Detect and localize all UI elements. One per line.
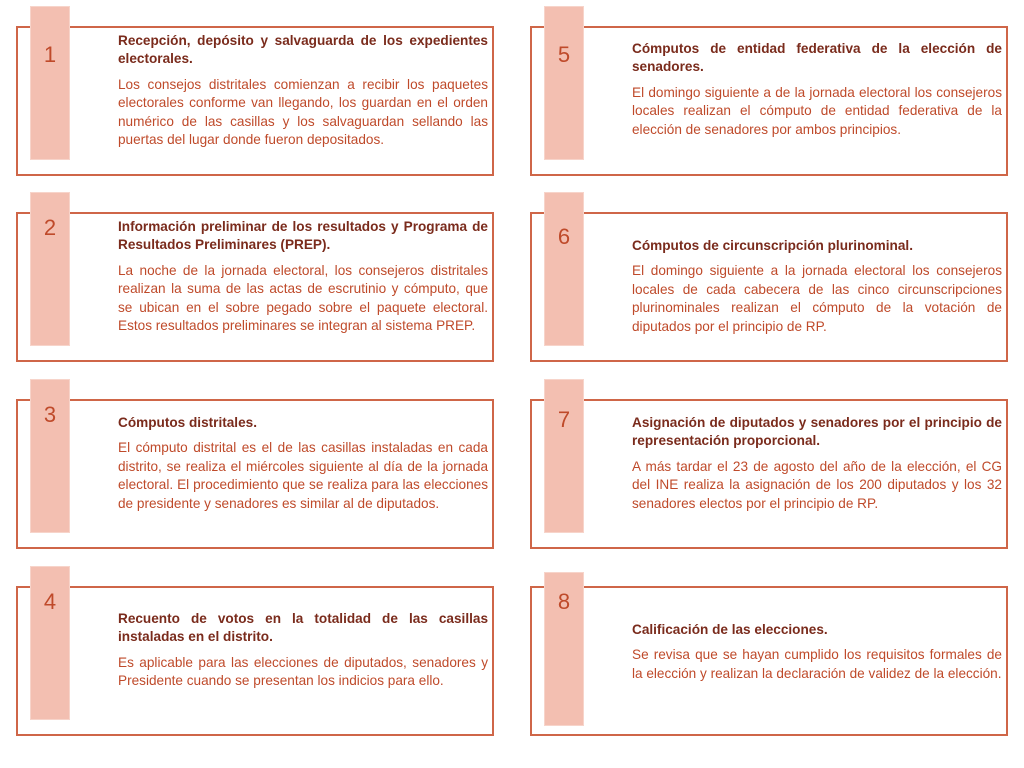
step-tab-8: [545, 573, 583, 725]
step-text-2: [118, 218, 488, 335]
step-body-5: El domingo siguiente a de la jornada electoral los consejeros locales realizan el cómputo de entidad federativa de la elección de senadores por ambos principios.: [632, 84, 1002, 137]
step-title-2: Información preliminar de los resultados y Programa de Resultados Preliminares (PREP).: [118, 219, 488, 253]
step-tab-7: [545, 380, 583, 532]
step-body-2: La noche de la jornada electoral, los consejeros distritales realizan la suma de las actas de escrutinio y cómputo, que se ubican en el sobre pegado sobre el paquete electoral. Estos resultados preliminares se integran al sistema PREP.: [118, 262, 488, 334]
step-title-8: Calificación de las elecciones.: [632, 622, 828, 637]
step-title-4: Recuento de votos en la totalidad de las casillas instaladas en el distrito.: [118, 611, 488, 645]
step-title-6: Cómputos de circunscripción plurinominal.: [632, 238, 913, 253]
step-number-7: 7: [557, 407, 571, 432]
step-number-2: 2: [43, 215, 57, 240]
step-tab-2: [31, 193, 69, 345]
step-text-7: [632, 414, 1002, 513]
step-text-3: [118, 414, 488, 513]
step-tab-1: [31, 7, 69, 159]
step-tab-6: [545, 193, 583, 345]
step-number-3: 3: [43, 402, 57, 427]
step-text-1: [118, 32, 488, 149]
step-number-8: 8: [557, 589, 571, 614]
step-text-4: [118, 610, 488, 691]
step-body-1: Los consejos distritales comienzan a recibir los paquetes electorales conforme van llegando, los guardan en el orden numérico de las casillas y los salvaguardan sellando las puertas del lugar donde fueron depositados.: [118, 76, 488, 148]
step-text-6: [632, 237, 1002, 336]
step-number-4: 4: [43, 589, 57, 614]
step-tab-4: [31, 567, 69, 719]
step-title-5: Cómputos de entidad federativa de la elección de senadores.: [632, 41, 1002, 75]
step-tab-5: [545, 7, 583, 159]
step-body-8: Se revisa que se hayan cumplido los requisitos formales de la elección y realizan la declaración de validez de la elección.: [632, 647, 1002, 681]
step-title-7: Asignación de diputados y senadores por el principio de representación proporcional.: [632, 415, 1002, 449]
step-title-1: Recepción, depósito y salvaguarda de los expedientes electorales.: [118, 33, 488, 67]
step-text-8: [632, 621, 1002, 683]
step-body-4: Es aplicable para las elecciones de diputados, senadores y Presidente cuando se presentan los indicios para ello.: [118, 654, 488, 689]
step-body-6: El domingo siguiente a la jornada electoral los consejeros locales de cada cabecera de las cinco circunscripciones plurinominales realizan el cómputo de la votación de diputados por el principio de RP.: [632, 263, 1002, 334]
step-number-5: 5: [557, 42, 571, 67]
step-title-3: Cómputos distritales.: [118, 415, 257, 430]
step-number-6: 6: [557, 224, 571, 249]
step-number-1: 1: [43, 42, 57, 67]
step-text-5: [632, 40, 1002, 139]
step-tab-3: [31, 380, 69, 532]
step-body-3: El cómputo distrital es el de las casillas instaladas en cada distrito, se realiza el miércoles siguiente al día de la jornada electoral. El procedimiento que se realiza para las elecciones de presidente y senadores es similar al de diputados.: [118, 440, 488, 511]
step-body-7: A más tardar el 23 de agosto del año de la elección, el CG del INE realiza la asignación de los 200 diputados y los 32 senadores electos por el principio de RP.: [632, 458, 1002, 511]
